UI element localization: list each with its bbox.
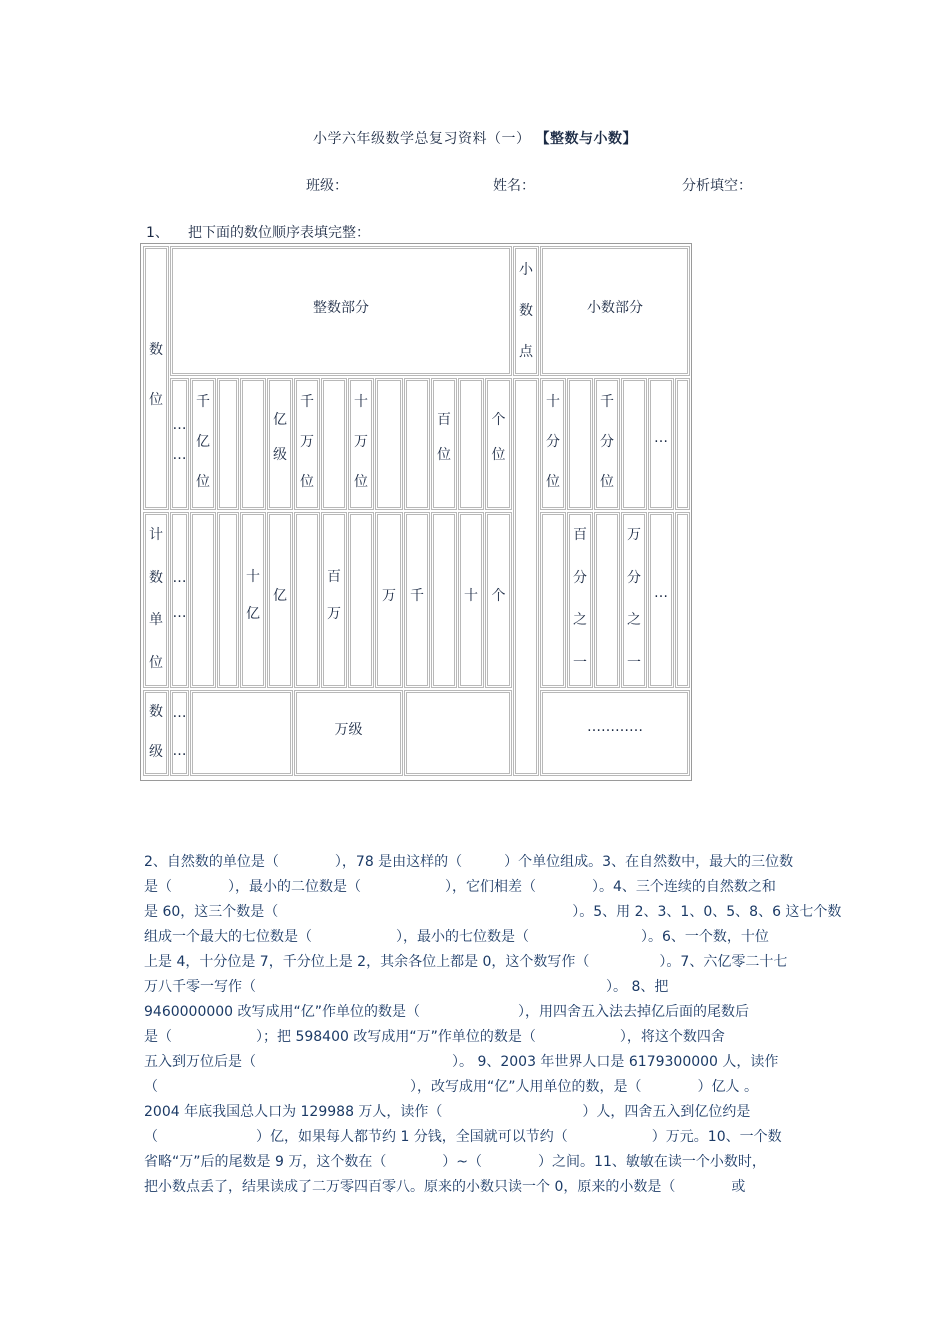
title-main: 小学六年级数学总复习资料（一） <box>313 131 531 147</box>
question-line: （ ）亿，如果每人都节约 1 分钱，全国就可以节约（ ）万元。10、一个数 <box>144 1129 782 1145</box>
unit-cell-blank <box>540 512 566 688</box>
question-line: 是（ ）；把 598400 改写成用“万”作单位的数是（ ），将这个数四舍 <box>144 1029 725 1045</box>
question-line: 省略“万”后的尾数是 9 万，这个数在（ ）~（ ）之间。11、敏敏在读一个小数时， <box>144 1154 766 1170</box>
unit-shiyi-text: 十 亿 <box>246 568 260 622</box>
unit-cell-edge <box>675 512 690 688</box>
place-qianfen-text: 千 分 位 <box>600 394 614 490</box>
place-cell-edge <box>675 378 690 510</box>
integer-part-label: 整数部分 <box>313 300 369 316</box>
page-title <box>0 128 950 148</box>
row-header-grade-text: 数 级 <box>149 704 163 760</box>
place-ge-text: 个 位 <box>491 411 506 463</box>
unit-baiwan-text: 百 万 <box>327 568 341 622</box>
analysis-label: 分析填空： <box>682 178 752 194</box>
question-number: 1、 <box>146 225 169 241</box>
unit-shi-text: 十 <box>464 588 478 604</box>
question-line: 把小数点丢了，结果读成了二万零四百零八。原来的小数只读一个 0，原来的小数是（ 或 <box>144 1179 746 1195</box>
decimal-point-label: 小 数 点 <box>519 262 533 360</box>
place-ellipsis-right-text: … <box>654 430 668 446</box>
unit-cell-blank <box>594 512 620 688</box>
row-header-place-text: 数 位 <box>149 342 163 408</box>
unit-cell-blank <box>294 512 320 688</box>
unit-cell-blank <box>190 512 216 688</box>
question-line: 万八千零一写作（ ）。 8、把 <box>144 979 669 995</box>
place-cell-blank <box>458 378 484 510</box>
grade-dots-text: ………… <box>587 719 643 735</box>
class-label: 班级： <box>306 178 348 194</box>
unit-ellipsis-text: … … <box>172 569 187 621</box>
name-label: 姓名： <box>493 178 535 194</box>
grade-ellipsis-text: … … <box>172 705 187 759</box>
unit-cell-blank <box>217 512 239 688</box>
decimal-point-column <box>513 378 539 776</box>
place-cell-blank <box>567 378 593 510</box>
unit-cell-blank <box>348 512 374 688</box>
row-header-unit-text: 计 数 单 位 <box>149 527 163 671</box>
place-cell-blank <box>375 378 403 510</box>
place-ellipsis-text: … … <box>172 417 187 463</box>
question-line: 五入到万位后是（ ）。 9、2003 年世界人口是 6179300000 人，读作 <box>144 1054 779 1070</box>
question-line: 上是 4，十分位是 7，千分位上是 2，其余各位上都是 0，这个数写作（ ）。7、六亿零二十七 <box>144 954 788 970</box>
unit-ge-text: 个 <box>491 588 506 604</box>
place-cell-blank <box>621 378 647 510</box>
place-cell-blank <box>321 378 347 510</box>
grade-cell-yiji <box>190 690 293 776</box>
place-bai-text: 百 位 <box>437 411 451 463</box>
place-cell-blank <box>217 378 239 510</box>
grade-wan-text: 万级 <box>334 722 363 738</box>
question-line: 2、自然数的单位是（ ），78 是由这样的（ ）个单位组成。3、在自然数中，最大的三位数 <box>144 854 794 870</box>
question-line: 9460000000 改写成用“亿”作单位的数是（ ），用四舍五入法去掉亿后面的尾数后 <box>144 1004 750 1020</box>
title-topic: 【整数与小数】 <box>535 131 637 147</box>
unit-yi-text: 亿 <box>273 588 287 604</box>
question-line: 是（ ），最小的二位数是（ ），它们相差（ ）。4、三个连续的自然数之和 <box>144 879 776 895</box>
place-qianwan-text: 千 万 位 <box>300 394 314 490</box>
question-1-heading <box>146 222 370 242</box>
question-line: （ ），改写成用“亿”人用单位的数，是（ ）亿人 。 <box>144 1079 758 1095</box>
place-yiji-text: 亿 级 <box>273 411 287 463</box>
questions-paragraph <box>144 850 842 1200</box>
place-cell-blank <box>404 378 430 510</box>
place-cell-blank <box>240 378 266 510</box>
question-text: 把下面的数位顺序表填完整： <box>188 225 370 241</box>
place-shifen-text: 十 分 位 <box>546 394 560 490</box>
unit-baifen-text: 百 分 之 一 <box>573 527 587 671</box>
question-line: 是 60，这三个数是（ ）。5、用 2、3、1、0、5、8、6 这七个数 <box>144 904 842 920</box>
unit-wanfen-text: 万 分 之 一 <box>627 527 641 671</box>
decimal-part-label: 小数部分 <box>587 300 643 316</box>
grade-cell-geji <box>404 690 512 776</box>
question-line: 组成一个最大的七位数是（ ），最小的七位数是（ ）。6、一个数，十位 <box>144 929 769 945</box>
unit-qian-text: 千 <box>410 588 424 604</box>
place-qianyi-text: 千 亿 位 <box>196 394 210 490</box>
place-shiwan-text: 十 万 位 <box>354 394 368 490</box>
question-line: 2004 年底我国总人口为 129988 万人，读作（ ）人，四舍五入到亿位约是 <box>144 1104 751 1120</box>
unit-wan-text: 万 <box>382 588 396 604</box>
unit-cell-blank <box>431 512 457 688</box>
unit-ellipsis-right-text: … <box>654 585 668 601</box>
